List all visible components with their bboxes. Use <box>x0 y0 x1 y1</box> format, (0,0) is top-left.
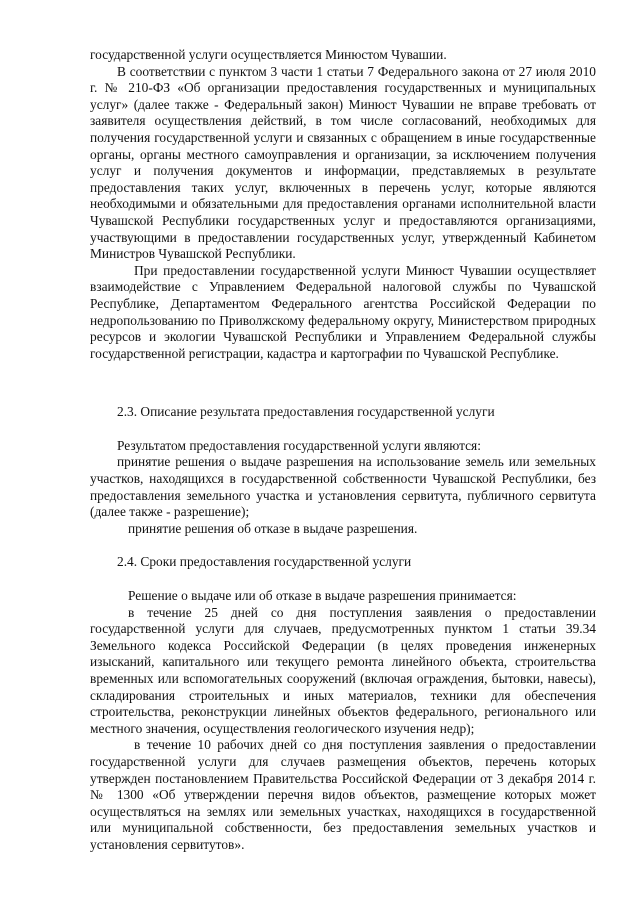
spacer <box>90 362 596 404</box>
result-intro: Результатом предоставления государственной услуги являются: <box>117 437 481 453</box>
paragraph-federal-law: В соответствии с пунктом 3 части 1 статьи 7 Федерального закона от 27 июля 2010 г. № 210-ФЗ «Об организации предоставления государственных и муниципальных услуг» (далее также - Федеральный закон) Минюст Чувашии не вправе требовать от заявителя осуществления действий, в том числе согласований, необходимых для получения государственной услуги и связанных с обращением в иные государственные органы, органы местного самоуправления и организации, за исключением получения услуг и получения документов и информации, представляемых в результате предоставления таких услуг, включенных в перечень услуг, которые являются необходимыми и обязательными для предоставления органами исполнительной власти Чувашской Республики государственных услуг и предоставляются организациями, участвующими в предоставлении государственных услуг, утвержденный Кабинетом Министров Чувашской Республики. <box>90 63 596 262</box>
section-heading-2-3: 2.3. Описание результата предоставления государственной услуги <box>117 404 495 420</box>
paragraph-continuation: государственной услуги осуществляется Минюстом Чувашии. <box>90 47 447 62</box>
terms-item-10-days: в течение 10 рабочих дней со дня поступления заявления о предоставлении государственной услуги для случаев размещения объектов, перечень которых утвержден постановлением Правительства Российской Федерации от 3 декабря 2014 г. № 1300 «Об утверждении перечня видов объектов, размещение которых может осуществляться на землях или земельных участках, находящихся в государственной или муниципальной собственности, без предоставления земельных участков и установления сервитутов». <box>90 737 596 852</box>
paragraph-interaction: При предоставлении государственной услуги Минюст Чувашии осуществляет взаимодействие с Управлением Федеральной налоговой службы по Чувашской Республике, Департаментом Федерального агентства Российской Федерации по недропользованию по Приволжскому федеральному округу, Министерством природных ресурсов и экологии Чувашской Республики и Управлением Федеральной службы государственной регистрации, кадастра и картографии по Чувашской Республике. <box>90 262 596 361</box>
spacer <box>90 571 596 588</box>
spacer <box>90 537 596 554</box>
document-body <box>90 47 596 854</box>
section-heading-2-4: 2.4. Сроки предоставления государственной услуги <box>117 554 412 570</box>
terms-item-25-days: в течение 25 дней со дня поступления заявления о предоставлении государственной услуги для случаев, предусмотренных пунктом 1 статьи 39.34 Земельного кодекса Российской Федерации (в целях проведения инженерных изысканий, капитального или текущего ремонта линейного объекта, строительства временных или вспомогательных сооружений (включая ограждения, бытовки, навесы), складирования строительных и иных материалов, техники для обеспечения строительства, реконструкции линейных объектов федерального, регионального или местного значения, осуществления геологического изучения недр); <box>90 604 596 736</box>
terms-intro: Решение о выдаче или об отказе в выдаче разрешения принимается: <box>128 588 517 604</box>
result-item-permit: принятие решения о выдаче разрешения на использование земель или земельных участков, находящихся в государственной собственности Чувашской Республики, без предоставления земельного участка и установления сервитута, публичного сервитута (далее также - разрешение); <box>90 454 596 520</box>
spacer <box>90 421 596 438</box>
result-item-refusal: принятие решения об отказе в выдаче разрешения. <box>128 520 418 536</box>
